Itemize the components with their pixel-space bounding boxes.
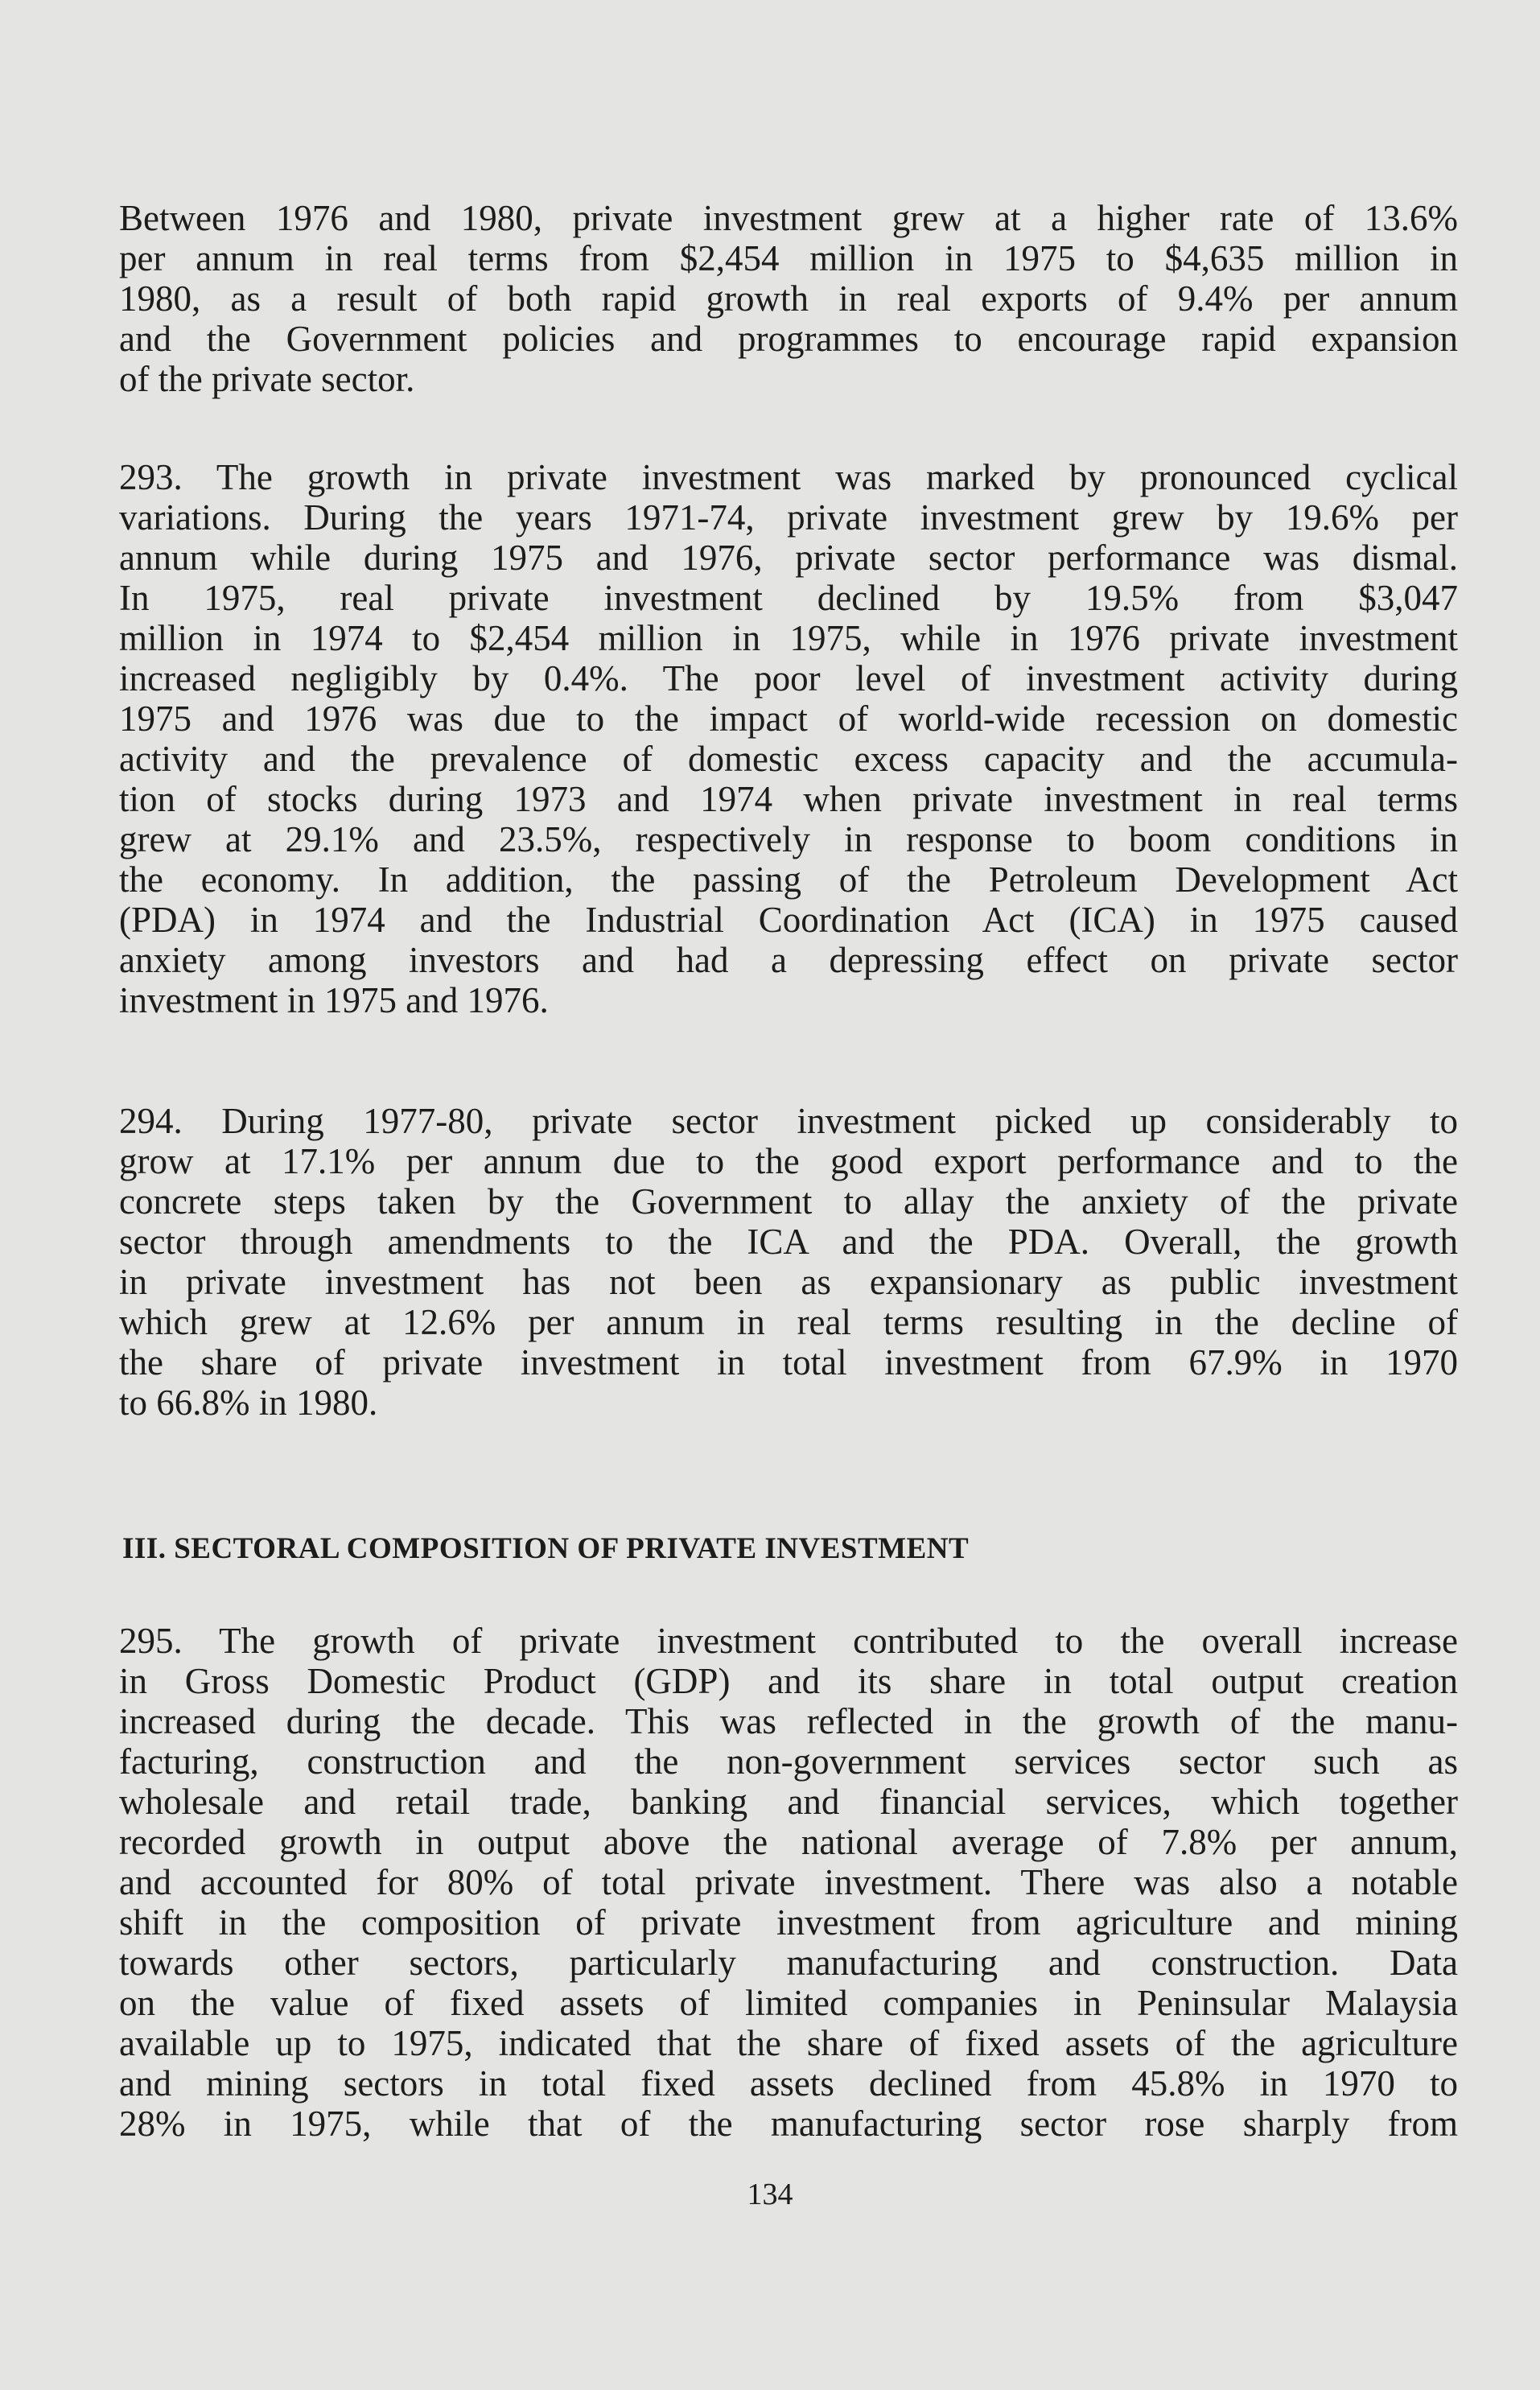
text-line: grow at 17.1% per annum due to the good export performance and to the — [119, 1141, 1458, 1181]
text-line: the economy. In addition, the passing of the Petroleum Development Act — [119, 859, 1458, 900]
text-line: the share of private investment in total investment from 67.9% in 1970 — [119, 1342, 1458, 1382]
text-line: in private investment has not been as expansionary as public investment — [119, 1262, 1458, 1302]
text-line: of the private sector. — [119, 359, 415, 399]
text-line: shift in the composition of private investment from agriculture and mining — [119, 1902, 1458, 1943]
paragraph-294 — [119, 1101, 1458, 1423]
text-line: 1975 and 1976 was due to the impact of world-wide recession on domestic — [119, 698, 1458, 739]
text-line: and accounted for 80% of total private investment. There was also a notable — [119, 1862, 1458, 1902]
text-line: investment in 1975 and 1976. — [119, 980, 549, 1020]
text-line: anxiety among investors and had a depressing effect on private sector — [119, 940, 1458, 980]
text-line: tion of stocks during 1973 and 1974 when private investment in real terms — [119, 779, 1458, 819]
text-line: wholesale and retail trade, banking and financial services, which together — [119, 1782, 1458, 1822]
text-line: 293. The growth in private investment was marked by pronounced cyclical — [119, 457, 1458, 497]
text-line: increased during the decade. This was reflected in the growth of the manu- — [119, 1701, 1458, 1741]
text-line: per annum in real terms from $2,454 million in 1975 to $4,635 million in — [119, 238, 1458, 278]
text-line: increased negligibly by 0.4%. The poor level of investment activity during — [119, 658, 1458, 698]
text-line: recorded growth in output above the national average of 7.8% per annum, — [119, 1822, 1458, 1862]
text-line: and mining sectors in total fixed assets declined from 45.8% in 1970 to — [119, 2063, 1458, 2104]
text-line: variations. During the years 1971-74, private investment grew by 19.6% per — [119, 497, 1458, 538]
text-line: and the Government policies and programmes to encourage rapid expansion — [119, 319, 1458, 359]
page-number: 134 — [747, 2178, 793, 2211]
text-line: million in 1974 to $2,454 million in 1975, while in 1976 private investment — [119, 618, 1458, 658]
paragraph-293 — [119, 457, 1458, 1020]
text-line: (PDA) in 1974 and the Industrial Coordination Act (ICA) in 1975 caused — [119, 900, 1458, 940]
text-line: in Gross Domestic Product (GDP) and its share in total output creation — [119, 1661, 1458, 1701]
text-line: activity and the prevalence of domestic excess capacity and the accumula- — [119, 739, 1458, 779]
text-line: sector through amendments to the ICA and the PDA. Overall, the growth — [119, 1222, 1458, 1262]
text-line: towards other sectors, particularly manufacturing and construction. Data — [119, 1943, 1458, 1983]
text-line: 28% in 1975, while that of the manufacturing sector rose sharply from — [119, 2104, 1458, 2144]
text-line: 295. The growth of private investment contributed to the overall increase — [119, 1621, 1458, 1661]
text-line: In 1975, real private investment declined by 19.5% from $3,047 — [119, 578, 1458, 618]
text-line: facturing, construction and the non-government services sector such as — [119, 1741, 1458, 1782]
section-heading: III. SECTORAL COMPOSITION OF PRIVATE INVESTMENT — [122, 1532, 970, 1565]
text-line: which grew at 12.6% per annum in real terms resulting in the decline of — [119, 1302, 1458, 1342]
text-line: available up to 1975, indicated that the share of fixed assets of the agriculture — [119, 2023, 1458, 2063]
text-line: grew at 29.1% and 23.5%, respectively in response to boom conditions in — [119, 819, 1458, 859]
text-line: Between 1976 and 1980, private investment grew at a higher rate of 13.6% — [119, 198, 1458, 238]
text-line: annum while during 1975 and 1976, private sector performance was dismal. — [119, 538, 1458, 578]
text-line: 1980, as a result of both rapid growth in real exports of 9.4% per annum — [119, 278, 1458, 319]
text-line: on the value of fixed assets of limited companies in Peninsular Malaysia — [119, 1983, 1458, 2023]
text-line: 294. During 1977-80, private sector investment picked up considerably to — [119, 1101, 1458, 1141]
text-line: to 66.8% in 1980. — [119, 1382, 378, 1423]
paragraph-295 — [119, 1621, 1458, 2144]
text-line: concrete steps taken by the Government to allay the anxiety of the private — [119, 1181, 1458, 1222]
paragraph-continued — [119, 198, 1458, 399]
